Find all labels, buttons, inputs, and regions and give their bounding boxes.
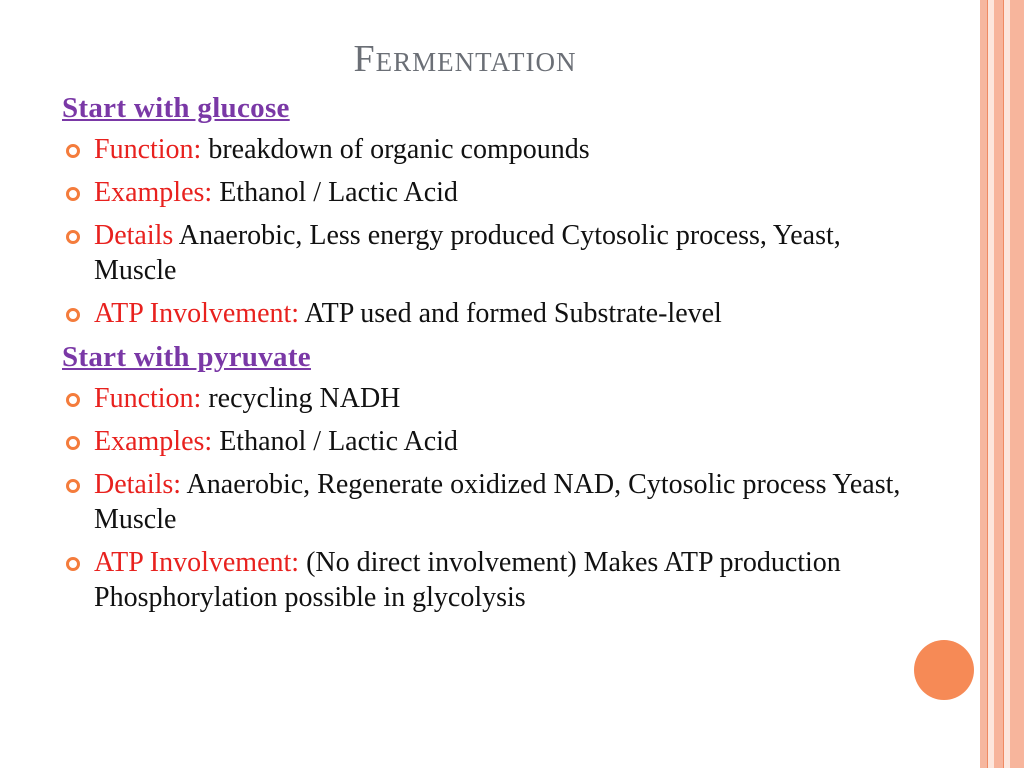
list-item bbox=[62, 424, 922, 459]
slide-content bbox=[62, 90, 922, 623]
bullet-text: Anaerobic, Less energy produced Cytosolic process, Yeast, Muscle bbox=[94, 220, 841, 286]
bullet-text: breakdown of organic compounds bbox=[201, 134, 590, 165]
bullet-label: Function: bbox=[94, 134, 202, 165]
bullet-text: Anaerobic, Regenerate oxidized NAD, Cytosolic process Yeast, Muscle bbox=[94, 469, 901, 535]
list-item bbox=[62, 175, 922, 210]
bullet-label: ATP Involvement: bbox=[94, 298, 300, 329]
bullet-list-glucose bbox=[62, 132, 922, 331]
bullet-text: ATP used and formed Substrate-level bbox=[299, 298, 722, 329]
bullet-label: Examples: bbox=[94, 177, 213, 208]
ring-bullet-icon bbox=[66, 230, 80, 244]
list-item bbox=[62, 296, 922, 331]
ring-bullet-icon bbox=[66, 308, 80, 322]
bullet-label: Examples: bbox=[94, 426, 213, 457]
ring-bullet-icon bbox=[66, 144, 80, 158]
list-item bbox=[62, 218, 922, 288]
bullet-label: ATP Involvement: bbox=[94, 547, 300, 578]
ring-bullet-icon bbox=[66, 393, 80, 407]
bullet-text: (No direct involvement) Makes ATP production Phosphorylation possible in glycolysis bbox=[94, 547, 841, 613]
slide-title: Fermentation bbox=[353, 38, 577, 80]
bullet-text: recycling NADH bbox=[201, 383, 401, 414]
ring-bullet-icon bbox=[66, 436, 80, 450]
list-item bbox=[62, 545, 922, 615]
list-item bbox=[62, 381, 922, 416]
orange-circle-icon bbox=[914, 640, 974, 700]
section-heading-pyruvate: Start with pyruvate bbox=[62, 341, 311, 373]
bullet-list-pyruvate bbox=[62, 381, 922, 615]
bullet-label: Function: bbox=[94, 383, 202, 414]
decorative-stripe-line bbox=[1003, 0, 1004, 768]
bullet-text: Ethanol / Lactic Acid bbox=[212, 426, 458, 457]
list-item bbox=[62, 132, 922, 167]
decorative-stripe-line bbox=[987, 0, 988, 768]
decorative-stripe bbox=[1010, 0, 1024, 768]
bullet-text: Ethanol / Lactic Acid bbox=[212, 177, 458, 208]
bullet-label: Details bbox=[94, 220, 174, 251]
ring-bullet-icon bbox=[66, 479, 80, 493]
section-heading-glucose: Start with glucose bbox=[62, 92, 290, 124]
ring-bullet-icon bbox=[66, 187, 80, 201]
list-item bbox=[62, 467, 922, 537]
ring-bullet-icon bbox=[66, 557, 80, 571]
bullet-label: Details: bbox=[94, 469, 182, 500]
